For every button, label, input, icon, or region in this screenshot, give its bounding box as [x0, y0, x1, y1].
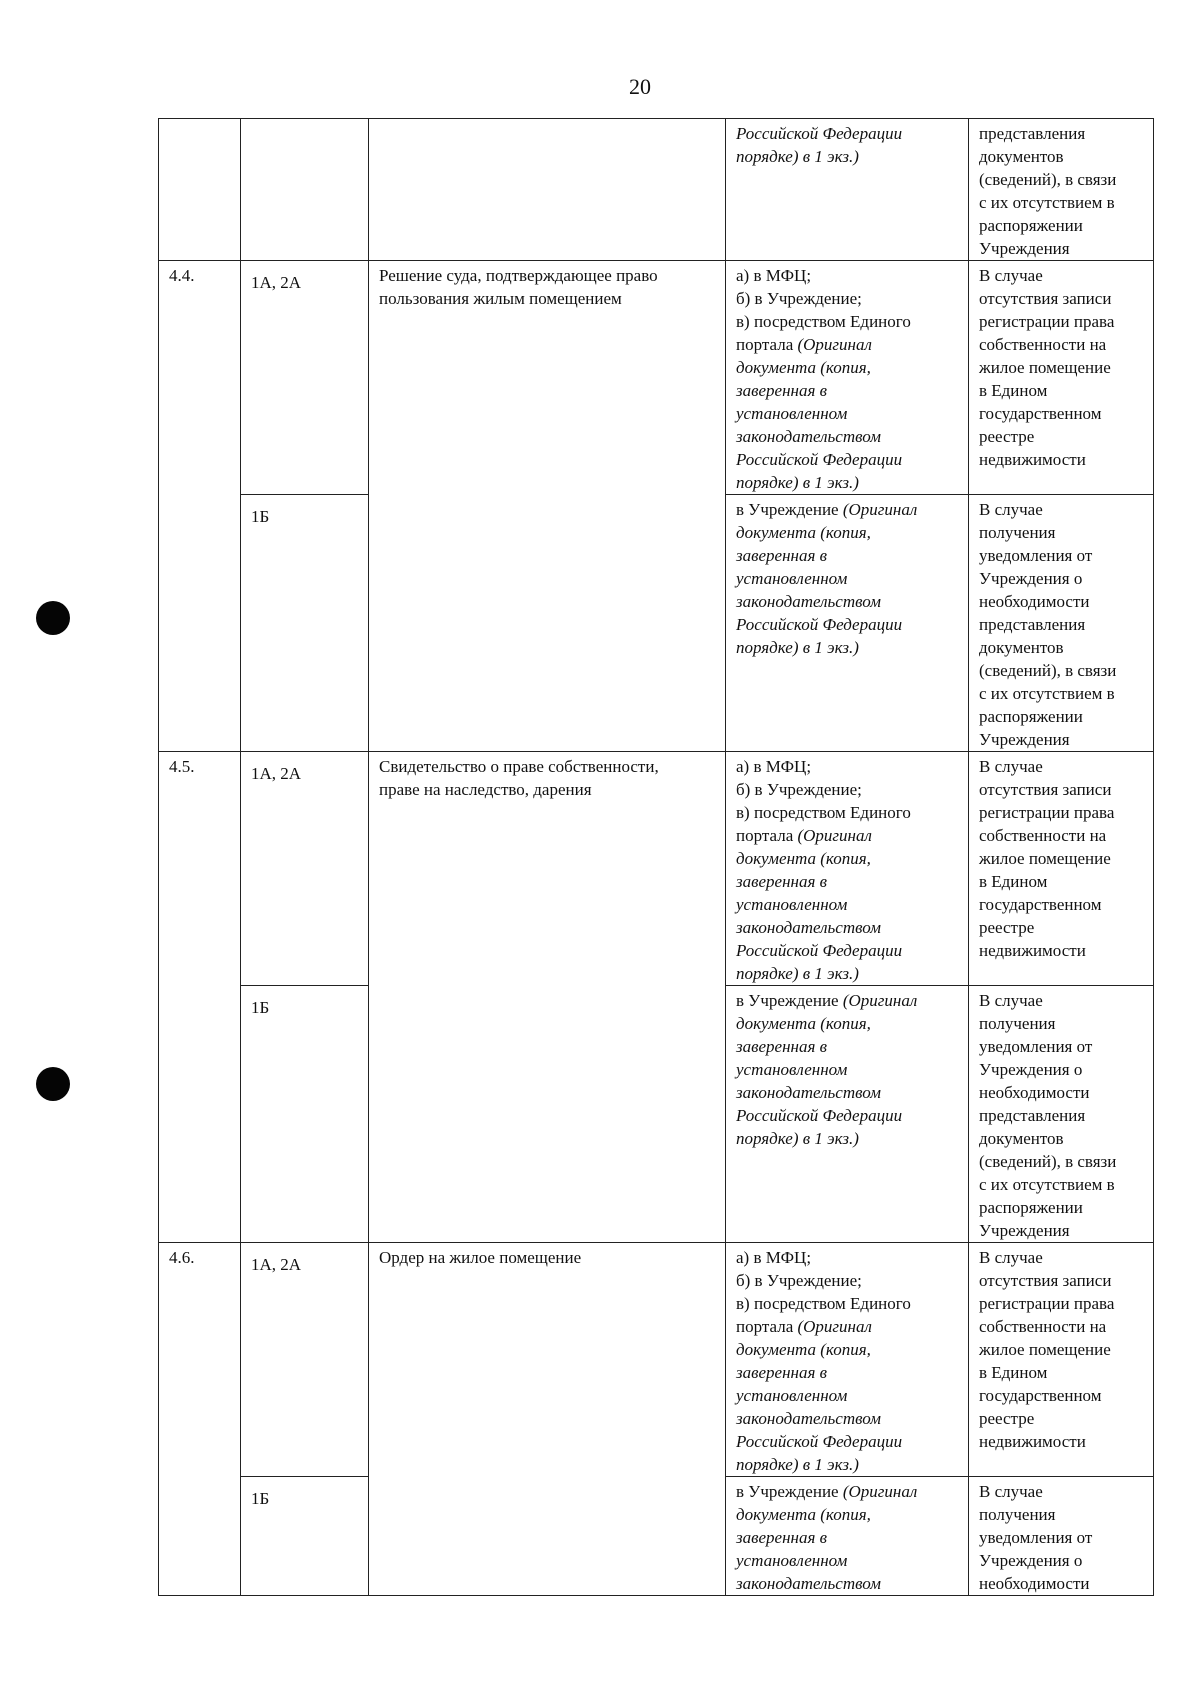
- document-cell: [369, 261, 726, 752]
- category-cell: [241, 261, 369, 495]
- applicant-category: 1Б: [251, 998, 270, 1017]
- condition-text: В случае: [979, 757, 1043, 776]
- condition-cell: [969, 495, 1154, 752]
- condition-text: В случае: [979, 1482, 1043, 1501]
- condition-text: реестре: [979, 1409, 1035, 1428]
- condition-cell: [969, 119, 1154, 261]
- method-text-italic: документа (копия,: [736, 1014, 871, 1033]
- method-text-italic: (Оригинал: [797, 1317, 872, 1336]
- condition-text: отсутствия записи: [979, 289, 1112, 308]
- documents-table-body: [159, 119, 1154, 1596]
- table-row: [159, 752, 1154, 986]
- method-cell: [726, 495, 969, 752]
- condition-text: Учреждения о: [979, 1060, 1083, 1079]
- number-cell: [159, 1243, 241, 1596]
- method-text-italic: законодательством: [736, 1409, 881, 1428]
- condition-text: жилое помещение: [979, 358, 1111, 377]
- condition-text: отсутствия записи: [979, 780, 1112, 799]
- condition-text: государственном: [979, 1386, 1102, 1405]
- condition-text: документов: [979, 1129, 1064, 1148]
- condition-text: Учреждения о: [979, 569, 1083, 588]
- table-row: [159, 261, 1154, 495]
- document-cell: [369, 752, 726, 1243]
- condition-text: необходимости: [979, 1574, 1090, 1593]
- applicant-category: 1Б: [251, 1489, 270, 1508]
- method-text-italic: документа (копия,: [736, 1505, 871, 1524]
- condition-text: реестре: [979, 427, 1035, 446]
- method-text-italic: документа (копия,: [736, 523, 871, 542]
- condition-text: в Едином: [979, 1363, 1048, 1382]
- method-text-italic: (Оригинал: [797, 335, 872, 354]
- condition-text: недвижимости: [979, 450, 1086, 469]
- condition-text: распоряжении: [979, 216, 1083, 235]
- condition-text: регистрации права: [979, 1294, 1115, 1313]
- method-text-italic: (Оригинал: [842, 991, 918, 1010]
- condition-text: уведомления от: [979, 1037, 1093, 1056]
- condition-text: недвижимости: [979, 1432, 1086, 1451]
- condition-text: документов: [979, 638, 1064, 657]
- method-text: в Учреждение: [736, 991, 843, 1010]
- condition-text: собственности на: [979, 335, 1107, 354]
- category-cell: [241, 119, 369, 261]
- condition-text: регистрации права: [979, 803, 1115, 822]
- method-text: б) в Учреждение;: [736, 780, 862, 799]
- category-cell: [241, 752, 369, 986]
- punch-hole-bottom: [36, 1067, 70, 1101]
- method-text-italic: законодательством: [736, 592, 881, 611]
- number-cell: [159, 261, 241, 752]
- condition-text: В случае: [979, 500, 1043, 519]
- method-text: в) посредством Единого: [736, 312, 911, 331]
- document-name: Свидетельство о праве собственности,: [379, 757, 659, 776]
- table-row: [159, 1243, 1154, 1477]
- condition-text: недвижимости: [979, 941, 1086, 960]
- method-text-italic: Российской Федерации: [736, 941, 903, 960]
- method-text-italic: заверенная в: [736, 1363, 828, 1382]
- condition-text: представления: [979, 124, 1086, 143]
- method-text-italic: документа (копия,: [736, 1340, 871, 1359]
- document-name: праве на наследство, дарения: [379, 780, 592, 799]
- page-number: 20: [629, 74, 651, 99]
- condition-text: документов: [979, 147, 1064, 166]
- method-text-italic: Российской Федерации: [736, 1106, 903, 1125]
- method-cell: [726, 986, 969, 1243]
- applicant-category: 1Б: [251, 507, 270, 526]
- method-text-italic: порядке) в 1 экз.): [736, 473, 859, 492]
- condition-text: представления: [979, 615, 1086, 634]
- condition-cell: [969, 1243, 1154, 1477]
- category-cell: [241, 1243, 369, 1477]
- method-text: в Учреждение: [736, 1482, 843, 1501]
- applicant-category: 1А, 2А: [251, 764, 302, 783]
- method-text-italic: порядке) в 1 экз.): [736, 1455, 859, 1474]
- category-cell: [241, 986, 369, 1243]
- method-text-italic: порядке) в 1 экз.): [736, 638, 859, 657]
- method-text-italic: установленном: [736, 1386, 848, 1405]
- method-text: а) в МФЦ;: [736, 1248, 812, 1267]
- method-text-italic: (Оригинал: [842, 1482, 918, 1501]
- method-text: а) в МФЦ;: [736, 266, 812, 285]
- applicant-category: 1А, 2А: [251, 273, 302, 292]
- condition-text: с их отсутствием в: [979, 684, 1115, 703]
- document-name: Решение суда, подтверждающее право: [379, 266, 658, 285]
- condition-text: (сведений), в связи: [979, 170, 1117, 189]
- method-text-italic: порядке) в 1 экз.): [736, 964, 859, 983]
- condition-text: получения: [979, 1505, 1056, 1524]
- method-text: в) посредством Единого: [736, 803, 911, 822]
- condition-text: В случае: [979, 991, 1043, 1010]
- method-text-italic: заверенная в: [736, 546, 828, 565]
- condition-cell: [969, 261, 1154, 495]
- condition-text: представления: [979, 1106, 1086, 1125]
- method-text-italic: (Оригинал: [797, 826, 872, 845]
- category-cell: [241, 495, 369, 752]
- method-text: портала: [736, 335, 798, 354]
- method-cell: [726, 1477, 969, 1596]
- condition-text: реестре: [979, 918, 1035, 937]
- method-text-italic: Российской Федерации: [736, 124, 903, 143]
- number-cell: [159, 119, 241, 261]
- document-name: пользования жилым помещением: [379, 289, 622, 308]
- method-text-italic: Российской Федерации: [736, 450, 903, 469]
- condition-cell: [969, 752, 1154, 986]
- condition-text: уведомления от: [979, 546, 1093, 565]
- condition-text: уведомления от: [979, 1528, 1093, 1547]
- method-cell: [726, 752, 969, 986]
- method-cell: [726, 261, 969, 495]
- item-number: 4.5.: [169, 757, 195, 776]
- method-cell: [726, 119, 969, 261]
- method-cell: [726, 1243, 969, 1477]
- condition-cell: [969, 1477, 1154, 1596]
- category-cell: [241, 1477, 369, 1596]
- condition-text: жилое помещение: [979, 849, 1111, 868]
- document-name: Ордер на жилое помещение: [379, 1248, 582, 1267]
- condition-text: Учреждения: [979, 730, 1070, 749]
- method-text-italic: законодательством: [736, 1574, 881, 1593]
- method-text-italic: установленном: [736, 404, 848, 423]
- document-cell: [369, 119, 726, 261]
- condition-text: распоряжении: [979, 707, 1083, 726]
- punch-hole-top: [36, 601, 70, 635]
- method-text: портала: [736, 826, 798, 845]
- table-row-continued: [159, 119, 1154, 261]
- item-number: 4.6.: [169, 1248, 195, 1267]
- method-text-italic: установленном: [736, 895, 848, 914]
- method-text-italic: порядке) в 1 экз.): [736, 147, 859, 166]
- condition-text: собственности на: [979, 826, 1107, 845]
- method-text: б) в Учреждение;: [736, 289, 862, 308]
- condition-text: государственном: [979, 895, 1102, 914]
- condition-text: с их отсутствием в: [979, 1175, 1115, 1194]
- condition-text: В случае: [979, 1248, 1043, 1267]
- condition-text: жилое помещение: [979, 1340, 1111, 1359]
- condition-text: с их отсутствием в: [979, 193, 1115, 212]
- condition-text: (сведений), в связи: [979, 1152, 1117, 1171]
- method-text-italic: (Оригинал: [842, 500, 918, 519]
- condition-text: получения: [979, 523, 1056, 542]
- method-text-italic: Российской Федерации: [736, 1432, 903, 1451]
- condition-text: регистрации права: [979, 312, 1115, 331]
- condition-text: государственном: [979, 404, 1102, 423]
- method-text-italic: документа (копия,: [736, 849, 871, 868]
- condition-text: Учреждения: [979, 239, 1070, 258]
- documents-table: [158, 118, 1154, 1596]
- condition-text: (сведений), в связи: [979, 661, 1117, 680]
- method-text: в) посредством Единого: [736, 1294, 911, 1313]
- condition-text: Учреждения: [979, 1221, 1070, 1240]
- method-text-italic: установленном: [736, 569, 848, 588]
- method-text: портала: [736, 1317, 798, 1336]
- condition-text: получения: [979, 1014, 1056, 1033]
- method-text-italic: законодательством: [736, 427, 881, 446]
- condition-cell: [969, 986, 1154, 1243]
- condition-text: необходимости: [979, 1083, 1090, 1102]
- condition-text: собственности на: [979, 1317, 1107, 1336]
- condition-text: в Едином: [979, 381, 1048, 400]
- method-text-italic: заверенная в: [736, 381, 828, 400]
- condition-text: отсутствия записи: [979, 1271, 1112, 1290]
- method-text-italic: заверенная в: [736, 1037, 828, 1056]
- method-text-italic: заверенная в: [736, 1528, 828, 1547]
- item-number: 4.4.: [169, 266, 195, 285]
- method-text-italic: законодательством: [736, 918, 881, 937]
- condition-text: в Едином: [979, 872, 1048, 891]
- document-cell: [369, 1243, 726, 1596]
- method-text-italic: установленном: [736, 1551, 848, 1570]
- method-text-italic: законодательством: [736, 1083, 881, 1102]
- method-text-italic: установленном: [736, 1060, 848, 1079]
- method-text-italic: Российской Федерации: [736, 615, 903, 634]
- condition-text: необходимости: [979, 592, 1090, 611]
- method-text-italic: заверенная в: [736, 872, 828, 891]
- applicant-category: 1А, 2А: [251, 1255, 302, 1274]
- condition-text: Учреждения о: [979, 1551, 1083, 1570]
- method-text-italic: порядке) в 1 экз.): [736, 1129, 859, 1148]
- condition-text: В случае: [979, 266, 1043, 285]
- condition-text: распоряжении: [979, 1198, 1083, 1217]
- number-cell: [159, 752, 241, 1243]
- method-text: б) в Учреждение;: [736, 1271, 862, 1290]
- method-text: в Учреждение: [736, 500, 843, 519]
- method-text: а) в МФЦ;: [736, 757, 812, 776]
- method-text-italic: документа (копия,: [736, 358, 871, 377]
